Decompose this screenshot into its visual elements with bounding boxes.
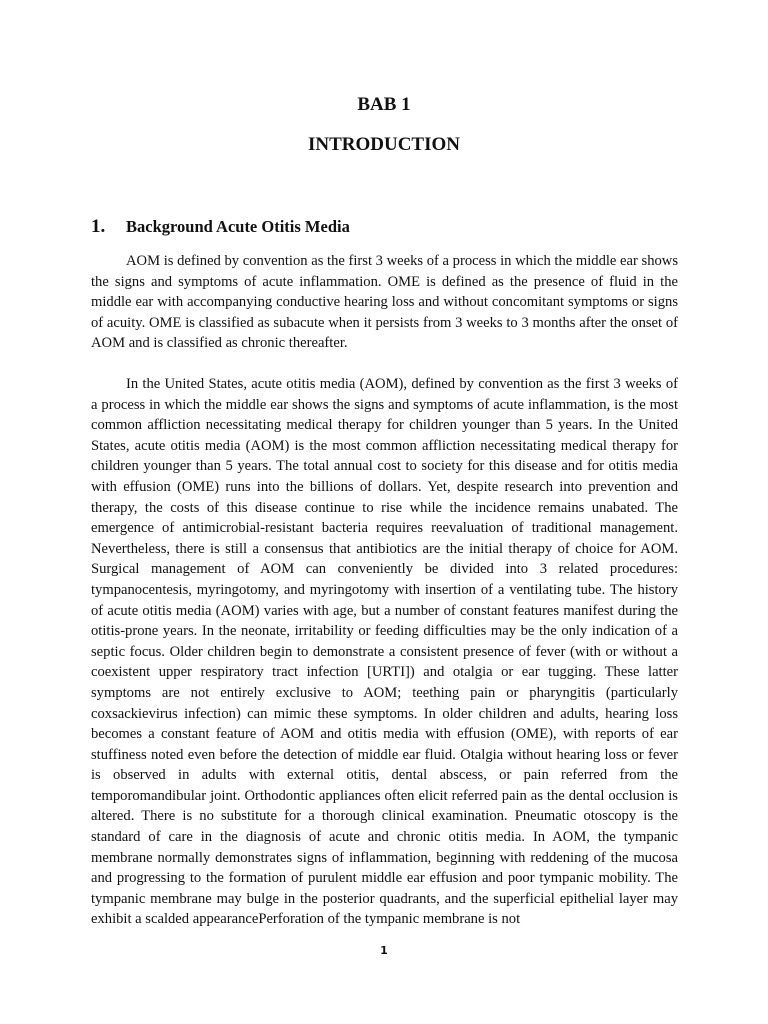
section-number: 1. — [91, 216, 106, 237]
body-paragraph-1: AOM is defined by convention as the first 3 weeks of a process in which the middle ear shows the signs and symptoms of acute inflammation. OME is defined as the presence of fluid in the middle ear with accompanying conductive hearing loss and without concomitant symptoms or signs of acuity. OME is classified as subacute when it persists from 3 weeks to 3 months after the onset of AOM and is classified as chronic thereafter. — [91, 253, 679, 352]
section-heading — [91, 216, 350, 238]
section-title: Background Acute Otitis Media — [126, 217, 350, 236]
page-number: 1 — [380, 944, 388, 957]
body-paragraph-2: In the United States, acute otitis media (AOM), defined by convention as the first 3 weeks of a process in which the middle ear shows the signs and symptoms of acute inflammation, is the most common affliction necessitating medical therapy for children younger than 5 years. In the United States, acute otitis media (AOM) is the most common affliction necessitating medical therapy for children younger than 5 years. The total annual cost to society for this disease and for otitis media with effusion (OME) runs into the billions of dollars. Yet, despite research into prevention and therapy, the costs of this disease continue to rise while the incidence remains unabated. The emergence of antimicrobial-resistant bacteria requires reevaluation of traditional management. Nevertheless, there is still a consensus that antibiotics are the initial therapy of choice for AOM. Surgical management of AOM can conveniently be divided into 3 related procedures: tympanocentesis, myringotomy, and myringotomy with insertion of a ventilating tube. The history of acute otitis media (AOM) varies with age, but a number of constant features manifest during the otitis-prone years. In the neonate, irritability or feeding difficulties may be the only indication of a septic focus. Older children begin to demonstrate a consistent presence of fever (with or without a coexistent upper respiratory tract infection [URTI]) and otalgia or ear tugging. These latter symptoms are not entirely exclusive to AOM; teething pain or pharyngitis (particularly coxsackievirus infection) can mimic these symptoms. In older children and adults, hearing loss becomes a constant feature of AOM and otitis media with effusion (OME), with reports of ear stuffiness noted even before the detection of middle ear fluid. Otalgia without hearing loss or fever is observed in adults with external otitis, dental abscess, or pain referred from the temporomandibular joint. Orthodontic appliances often elicit referred pain as the dental occlusion is altered. There is no substitute for a thorough clinical examination. Pneumatic otoscopy is the standard of care in the diagnosis of acute and chronic otitis media. In AOM, the tympanic membrane normally demonstrates signs of inflammation, beginning with reddening of the mucosa and progressing to the formation of purulent middle ear effusion and poor tympanic mobility. The tympanic membrane may bulge in the posterior quadrants, and the superficial epithelial layer may exhibit a scalded appearancePerforation of the tympanic membrane is not — [91, 376, 678, 928]
chapter-title: INTRODUCTION — [307, 134, 461, 155]
chapter-number: BAB 1 — [357, 94, 411, 115]
